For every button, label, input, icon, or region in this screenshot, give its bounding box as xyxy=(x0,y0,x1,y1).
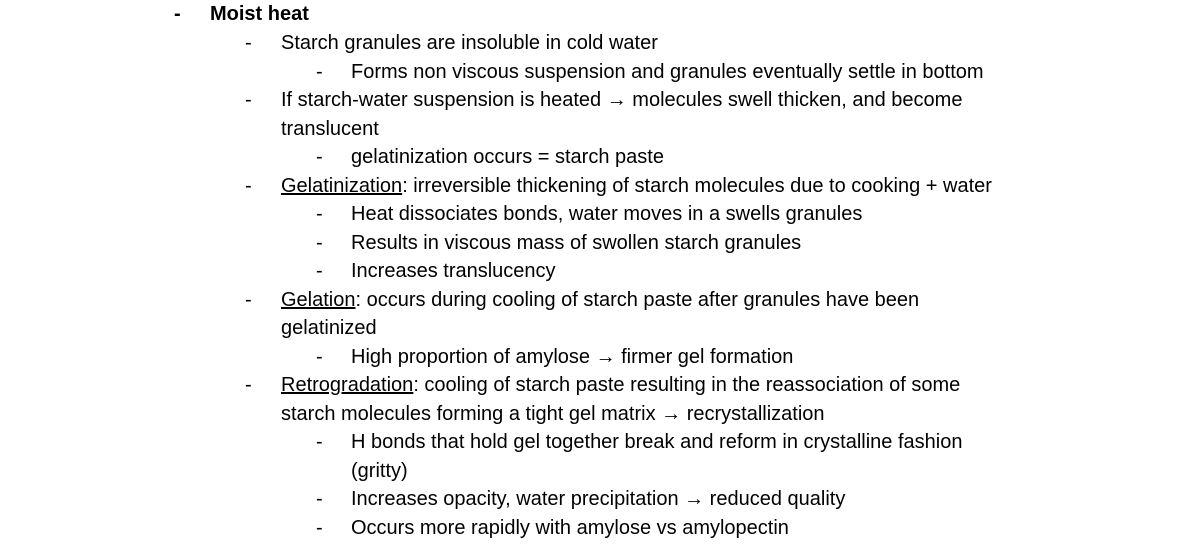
list-item: Forms non viscous suspension and granules eventually settle in bottom xyxy=(351,61,984,83)
list-item: H bonds that hold gel together break and reform in crystalline fashion xyxy=(351,431,963,453)
bullet-marker: - xyxy=(316,203,323,225)
bullet-marker: - xyxy=(316,517,323,539)
bullet-marker: - xyxy=(316,488,323,510)
bullet-marker: - xyxy=(245,175,252,197)
section-heading: Moist heat xyxy=(210,3,309,25)
term-gelation: Gelation xyxy=(281,289,356,311)
list-item xyxy=(281,286,919,315)
list-item: Results in viscous mass of swollen starch granules xyxy=(351,232,802,254)
list-item: Increases opacity, water precipitation → reduced quality xyxy=(351,488,846,510)
bullet-marker: - xyxy=(245,32,252,54)
bullet-marker: - xyxy=(316,346,323,368)
bullet-marker: - xyxy=(245,289,252,311)
list-item xyxy=(281,371,960,400)
bullet-marker: - xyxy=(174,3,181,25)
bullet-marker: - xyxy=(316,146,323,168)
bullet-marker: - xyxy=(316,431,323,453)
bullet-marker: - xyxy=(316,232,323,254)
list-item-continuation: (gritty) xyxy=(351,460,408,482)
bullet-marker: - xyxy=(245,374,252,396)
term-gelatinization: Gelatinization xyxy=(281,175,403,197)
list-item: If starch-water suspension is heated → molecules swell thicken, and become xyxy=(281,89,963,111)
list-item-continuation: gelatinized xyxy=(281,317,377,339)
bullet-marker: - xyxy=(316,61,323,83)
term-retrogradation: Retrogradation xyxy=(281,374,414,396)
list-item-continuation: translucent xyxy=(281,118,379,140)
list-item: gelatinization occurs = starch paste xyxy=(351,146,664,168)
list-item xyxy=(281,172,992,201)
definition-text: : irreversible thickening of starch molecules due to cooking + water xyxy=(402,175,992,197)
bullet-marker: - xyxy=(316,260,323,282)
list-item-continuation: starch molecules forming a tight gel matrix → recrystallization xyxy=(281,403,825,425)
list-item: High proportion of amylose → firmer gel formation xyxy=(351,346,794,368)
list-item: Occurs more rapidly with amylose vs amylopectin xyxy=(351,517,789,539)
definition-text: : occurs during cooling of starch paste after granules have been xyxy=(355,289,920,311)
list-item: Heat dissociates bonds, water moves in a swells granules xyxy=(351,203,863,225)
definition-text: : cooling of starch paste resulting in the reassociation of some xyxy=(413,374,961,396)
bullet-marker: - xyxy=(245,89,252,111)
list-item: Starch granules are insoluble in cold water xyxy=(281,32,658,54)
list-item: Increases translucency xyxy=(351,260,556,282)
